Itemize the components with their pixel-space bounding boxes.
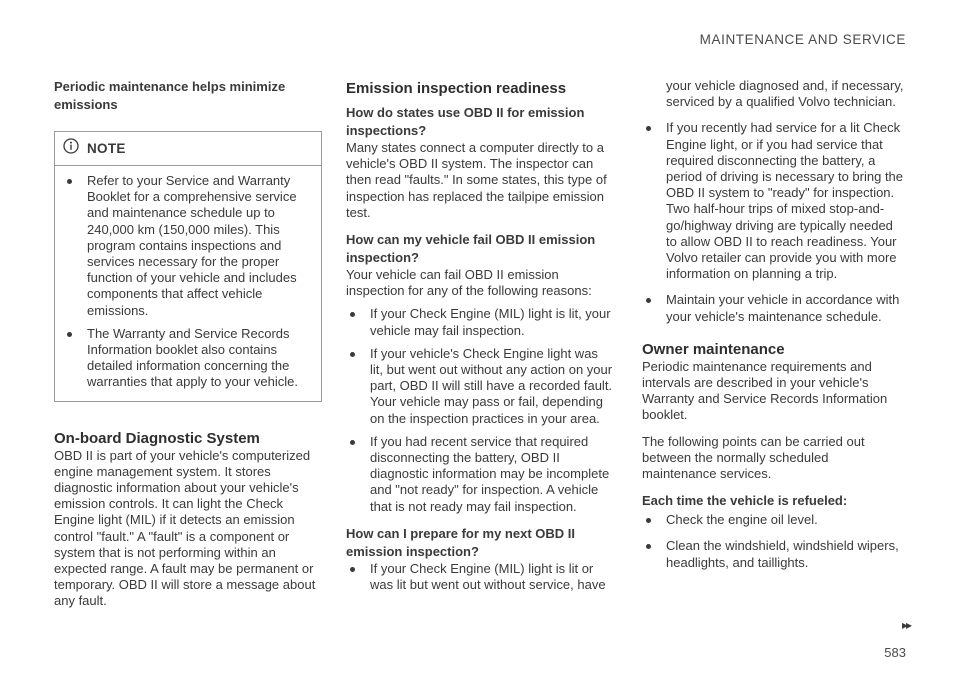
column-left — [54, 78, 322, 610]
question-1: How do states use OBD II for emission inspections? — [346, 105, 585, 138]
bullet-icon — [646, 518, 651, 523]
owner-paragraph-2: The following points can be carried out between the normally scheduled maintenance services. — [642, 433, 865, 482]
note-box — [54, 131, 322, 402]
question-3: How can I prepare for my next OBD II emission inspection? — [346, 525, 575, 559]
refuel-list — [642, 512, 906, 571]
note-header — [63, 138, 313, 159]
bullet-icon — [350, 352, 355, 357]
answer-2: Your vehicle can fail OBD II emission inspection for any of the following reasons: — [346, 267, 592, 299]
owner-maintenance-heading: Owner maintenance — [642, 340, 785, 358]
list-item-text: If you had recent service that required disconnecting the battery, OBD II diagnostic information may be incomplete and "not ready" for inspection. A vehicle that is not ready may fail inspection. — [370, 433, 610, 514]
column-middle — [346, 80, 614, 593]
bullet-icon — [646, 126, 651, 131]
bullet-icon — [67, 332, 72, 337]
list-item — [63, 326, 313, 391]
intro-heading: Periodic maintenance helps minimize emissions — [54, 79, 286, 112]
note-item-text: The Warranty and Service Records Information booklet also contains detailed information concerning the warranties that apply to your vehicle. — [87, 325, 298, 390]
bullet-icon — [350, 312, 355, 317]
list-item — [642, 512, 906, 528]
emission-heading: Emission inspection readiness — [346, 80, 567, 97]
list-item-text: Maintain your vehicle in accordance with your vehicle's maintenance schedule. — [666, 292, 900, 324]
list-item-text: Clean the windshield, windshield wipers, headlights, and taillights. — [666, 538, 899, 570]
bullet-icon — [646, 298, 651, 303]
bullet-icon — [350, 440, 355, 445]
list-item — [642, 292, 906, 324]
owner-paragraph-1: Periodic maintenance requirements and intervals are described in your vehicle's Warranty and Service Records Information booklet. — [642, 358, 888, 423]
answer-1: Many states connect a computer directly to a vehicle's OBD II system. The inspector can then read "faults." In some states, this type of inspection has replaced the tailpipe emission test. — [346, 140, 607, 220]
list-item-text: If your Check Engine (MIL) light is lit or was lit but went out without service, have — [370, 560, 606, 593]
note-list — [63, 173, 313, 391]
list-item — [642, 538, 906, 570]
list-item — [642, 120, 906, 282]
list-item-text: If you recently had service for a lit Check Engine light, or if you had service that required disconnecting the battery, a period of driving is necessary to bring the OBD II system to "ready" for inspection. Two half-hour trips of mixed stop-and-go/highway driving are typically needed to allow OBD II to reach readiness. Your Volvo retailer can provide you with more information on planning a trip. — [666, 120, 904, 282]
refuel-heading: Each time the vehicle is refueled: — [642, 493, 848, 509]
list-item — [346, 306, 614, 338]
list-item-text: Check the engine oil level. — [666, 512, 818, 528]
page-number: 583 — [884, 645, 906, 660]
bullet-icon — [646, 544, 651, 549]
list-item — [346, 346, 614, 427]
list-item-text: If your Check Engine (MIL) light is lit, your vehicle may fail inspection. — [370, 306, 611, 338]
continue-arrow-icon: ▸▸ — [901, 618, 910, 632]
list-item-text: If your vehicle's Check Engine light was lit, but went out without any action on your part, OBD II will still have a recorded fault. Your vehicle may pass or fail, depending on the inspection practices in your area. — [370, 345, 613, 426]
note-divider — [55, 165, 321, 166]
bullet-icon — [67, 179, 72, 184]
obd-heading: On-board Diagnostic System — [54, 429, 260, 447]
fail-reasons-list — [346, 306, 614, 514]
column-right — [642, 78, 906, 571]
question-2: How can my vehicle fail OBD II emission inspection? — [346, 232, 596, 266]
info-icon — [63, 138, 79, 159]
obd-body: OBD II is part of your vehicle's computerized engine management system. It stores diagnostic information about your vehicle's emission controls. It can light the Check Engine light (MIL) if it detects an emission control "fault." A "fault" is a component or system that is not performing within an expected range. A fault may be permanent or temporary. OBD II will store a message about any fault. — [54, 447, 316, 609]
bullet-icon — [350, 567, 355, 572]
prep-list-start — [346, 561, 614, 593]
list-item — [346, 434, 614, 515]
note-item-text: Refer to your Service and Warranty Booklet for a comprehensive service and maintenance schedule up to 240,000 km (150,000 miles). This program contains inspections and services necessary for the proper function of your vehicle and includes components that affect vehicle emissions. — [87, 173, 297, 318]
prep-list — [642, 120, 906, 324]
prep-continued: your vehicle diagnosed and, if necessary, serviced by a qualified Volvo technician. — [666, 78, 904, 110]
note-label: NOTE — [87, 141, 126, 156]
list-item — [63, 173, 313, 319]
section-header: MAINTENANCE AND SERVICE — [699, 32, 906, 47]
list-item — [346, 561, 614, 593]
